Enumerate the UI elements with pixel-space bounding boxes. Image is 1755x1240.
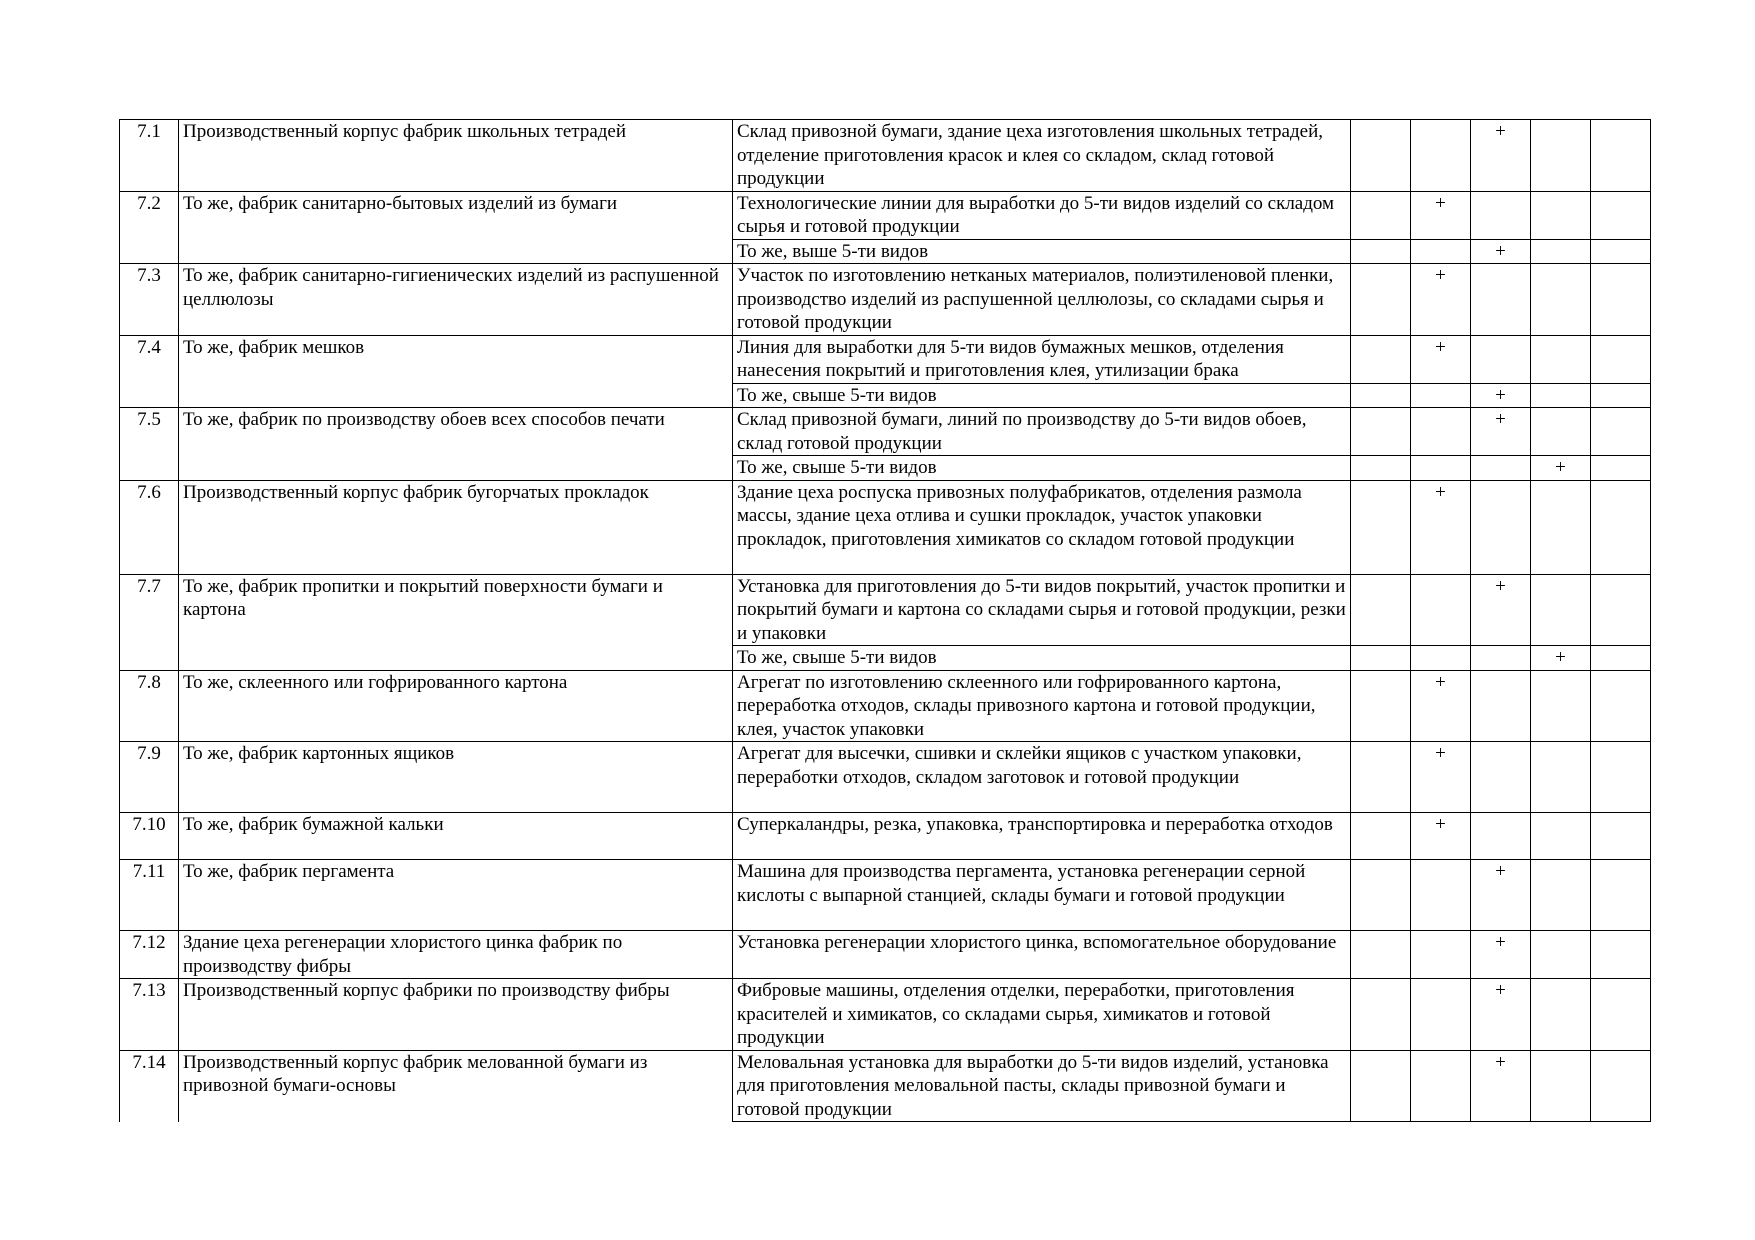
- building-name-cell: То же, склеенного или гофрированного картона: [179, 670, 733, 742]
- equipment-description-cell: Установка регенерации хлористого цинка, вспомогательное оборудование: [733, 931, 1351, 979]
- table-row: [120, 408, 1651, 456]
- row-number-cell: 7.6: [120, 480, 179, 574]
- category-mark-cell-2: +: [1411, 742, 1471, 813]
- category-mark-cell-4: [1531, 574, 1591, 646]
- category-mark-cell-5: [1591, 1050, 1651, 1122]
- category-mark-cell-5: [1591, 860, 1651, 931]
- building-name-cell: Здание цеха регенерации хлористого цинка фабрик по производству фибры: [179, 931, 733, 979]
- building-name-cell: То же, фабрик санитарно-гигиенических изделий из распушенной целлюлозы: [179, 264, 733, 336]
- category-mark-cell-5: [1591, 931, 1651, 979]
- table-row: [120, 742, 1651, 813]
- category-mark-cell-5: [1591, 670, 1651, 742]
- row-number-cell: 7.9: [120, 742, 179, 813]
- row-number-cell: 7.7: [120, 574, 179, 670]
- category-mark-cell-4: [1531, 979, 1591, 1051]
- category-mark-cell-2: [1411, 383, 1471, 408]
- category-mark-cell-2: [1411, 456, 1471, 481]
- equipment-description-cell: Меловальная установка для выработки до 5-ти видов изделий, установка для приготовления меловальной пасты, склады привозной бумаги и готовой продукции: [733, 1050, 1351, 1122]
- building-name-cell: Производственный корпус фабрики по производству фибры: [179, 979, 733, 1051]
- category-mark-cell-2: [1411, 239, 1471, 264]
- row-number-cell: 7.10: [120, 813, 179, 860]
- category-mark-cell-4: +: [1531, 456, 1591, 481]
- category-mark-cell-3: [1471, 456, 1531, 481]
- category-mark-cell-5: [1591, 979, 1651, 1051]
- category-mark-cell-2: +: [1411, 813, 1471, 860]
- category-mark-cell-2: +: [1411, 670, 1471, 742]
- category-mark-cell-2: [1411, 979, 1471, 1051]
- equipment-description-cell: Машина для производства пергамента, установка регенерации серной кислоты с выпарной станцией, склады бумаги и готовой продукции: [733, 860, 1351, 931]
- category-mark-cell-4: [1531, 408, 1591, 456]
- category-mark-cell-4: [1531, 931, 1591, 979]
- category-mark-cell-3: [1471, 742, 1531, 813]
- table-row: [120, 191, 1651, 239]
- category-mark-cell-5: [1591, 335, 1651, 383]
- table-row: [120, 670, 1651, 742]
- building-name-cell: То же, фабрик пропитки и покрытий поверхности бумаги и картона: [179, 574, 733, 670]
- category-mark-cell-1: [1351, 1050, 1411, 1122]
- building-name-cell: То же, фабрик санитарно-бытовых изделий из бумаги: [179, 191, 733, 264]
- table-row: [120, 335, 1651, 383]
- building-name-cell: Производственный корпус фабрик школьных тетрадей: [179, 120, 733, 192]
- category-mark-cell-3: +: [1471, 239, 1531, 264]
- category-mark-cell-2: +: [1411, 335, 1471, 383]
- category-mark-cell-2: [1411, 646, 1471, 671]
- category-mark-cell-5: [1591, 120, 1651, 192]
- category-mark-cell-2: +: [1411, 264, 1471, 336]
- category-mark-cell-1: [1351, 335, 1411, 383]
- category-mark-cell-2: +: [1411, 480, 1471, 574]
- category-mark-cell-3: +: [1471, 383, 1531, 408]
- row-number-cell: 7.4: [120, 335, 179, 408]
- table-row: [120, 120, 1651, 192]
- building-name-cell: То же, фабрик бумажной кальки: [179, 813, 733, 860]
- row-number-cell: 7.14: [120, 1050, 179, 1122]
- equipment-description-cell: Участок по изготовлению нетканых материалов, полиэтиленовой пленки, производство изделий из распушенной целлюлозы, со складами сырья и готовой продукции: [733, 264, 1351, 336]
- equipment-description-cell: Линия для выработки для 5-ти видов бумажных мешков, отделения нанесения покрытий и приготовления клея, утилизации брака: [733, 335, 1351, 383]
- equipment-description-cell: Суперкаландры, резка, упаковка, транспортировка и переработка отходов: [733, 813, 1351, 860]
- category-mark-cell-4: [1531, 120, 1591, 192]
- equipment-description-cell: То же, свыше 5-ти видов: [733, 456, 1351, 481]
- category-mark-cell-3: [1471, 646, 1531, 671]
- equipment-description-cell: То же, выше 5-ти видов: [733, 239, 1351, 264]
- building-name-cell: То же, фабрик картонных ящиков: [179, 742, 733, 813]
- equipment-description-cell: Фибровые машины, отделения отделки, переработки, приготовления красителей и химикатов, со складами сырья, химикатов и готовой продукции: [733, 979, 1351, 1051]
- table-row: [120, 1050, 1651, 1122]
- category-mark-cell-4: [1531, 1050, 1591, 1122]
- category-mark-cell-2: [1411, 1050, 1471, 1122]
- category-mark-cell-3: [1471, 670, 1531, 742]
- category-mark-cell-2: [1411, 574, 1471, 646]
- category-mark-cell-5: [1591, 191, 1651, 239]
- equipment-description-cell: Технологические линии для выработки до 5-ти видов изделий со складом сырья и готовой продукции: [733, 191, 1351, 239]
- building-name-cell: То же, фабрик пергамента: [179, 860, 733, 931]
- category-mark-cell-5: [1591, 383, 1651, 408]
- category-mark-cell-4: [1531, 480, 1591, 574]
- category-mark-cell-1: [1351, 931, 1411, 979]
- category-mark-cell-3: +: [1471, 860, 1531, 931]
- category-mark-cell-5: [1591, 813, 1651, 860]
- building-name-cell: Производственный корпус фабрик мелованной бумаги из привозной бумаги-основы: [179, 1050, 733, 1122]
- category-mark-cell-3: +: [1471, 1050, 1531, 1122]
- table-body: [120, 120, 1651, 1122]
- category-mark-cell-3: [1471, 191, 1531, 239]
- table-row: [120, 264, 1651, 336]
- category-mark-cell-4: [1531, 335, 1591, 383]
- building-name-cell: То же, фабрик по производству обоев всех способов печати: [179, 408, 733, 481]
- document-page: [119, 119, 1650, 1122]
- category-mark-cell-4: [1531, 860, 1591, 931]
- equipment-description-cell: Установка для приготовления до 5-ти видов покрытий, участок пропитки и покрытий бумаги и картона со складами сырья и готовой продукции, резки и упаковки: [733, 574, 1351, 646]
- category-mark-cell-2: [1411, 408, 1471, 456]
- category-mark-cell-1: [1351, 456, 1411, 481]
- row-number-cell: 7.8: [120, 670, 179, 742]
- table-row: [120, 931, 1651, 979]
- category-mark-cell-4: [1531, 264, 1591, 336]
- row-number-cell: 7.1: [120, 120, 179, 192]
- category-mark-cell-5: [1591, 480, 1651, 574]
- row-number-cell: 7.5: [120, 408, 179, 481]
- row-number-cell: 7.11: [120, 860, 179, 931]
- equipment-description-cell: То же, свыше 5-ти видов: [733, 646, 1351, 671]
- equipment-description-cell: Агрегат по изготовлению склеенного или гофрированного картона, переработка отходов, склады привозного картона и готовой продукции, клея, участок упаковки: [733, 670, 1351, 742]
- table-row: [120, 574, 1651, 646]
- building-category-table: [119, 119, 1651, 1122]
- category-mark-cell-1: [1351, 480, 1411, 574]
- category-mark-cell-3: [1471, 480, 1531, 574]
- equipment-description-cell: Склад привозной бумаги, здание цеха изготовления школьных тетрадей, отделение приготовления красок и клея со складом, склад готовой продукции: [733, 120, 1351, 192]
- category-mark-cell-1: [1351, 646, 1411, 671]
- equipment-description-cell: Здание цеха роспуска привозных полуфабрикатов, отделения размола массы, здание цеха отлива и сушки прокладок, участок упаковки прокладок, приготовления химикатов со складом готовой продукции: [733, 480, 1351, 574]
- equipment-description-cell: Склад привозной бумаги, линий по производству до 5-ти видов обоев, склад готовой продукции: [733, 408, 1351, 456]
- building-name-cell: Производственный корпус фабрик бугорчатых прокладок: [179, 480, 733, 574]
- table-row: [120, 813, 1651, 860]
- category-mark-cell-3: +: [1471, 574, 1531, 646]
- equipment-description-cell: То же, свыше 5-ти видов: [733, 383, 1351, 408]
- category-mark-cell-5: [1591, 574, 1651, 646]
- category-mark-cell-5: [1591, 742, 1651, 813]
- category-mark-cell-3: +: [1471, 408, 1531, 456]
- category-mark-cell-3: [1471, 335, 1531, 383]
- category-mark-cell-3: [1471, 813, 1531, 860]
- category-mark-cell-2: [1411, 860, 1471, 931]
- table-row: [120, 979, 1651, 1051]
- category-mark-cell-1: [1351, 742, 1411, 813]
- category-mark-cell-5: [1591, 456, 1651, 481]
- table-row: [120, 860, 1651, 931]
- category-mark-cell-4: +: [1531, 646, 1591, 671]
- category-mark-cell-4: [1531, 383, 1591, 408]
- table-row: [120, 480, 1651, 574]
- row-number-cell: 7.13: [120, 979, 179, 1051]
- category-mark-cell-1: [1351, 191, 1411, 239]
- category-mark-cell-4: [1531, 813, 1591, 860]
- category-mark-cell-2: [1411, 931, 1471, 979]
- category-mark-cell-3: +: [1471, 120, 1531, 192]
- category-mark-cell-1: [1351, 239, 1411, 264]
- category-mark-cell-5: [1591, 646, 1651, 671]
- category-mark-cell-5: [1591, 408, 1651, 456]
- category-mark-cell-1: [1351, 860, 1411, 931]
- category-mark-cell-1: [1351, 813, 1411, 860]
- category-mark-cell-1: [1351, 383, 1411, 408]
- category-mark-cell-4: [1531, 670, 1591, 742]
- equipment-description-cell: Агрегат для высечки, сшивки и склейки ящиков с участком упаковки, переработки отходов, складом заготовок и готовой продукции: [733, 742, 1351, 813]
- category-mark-cell-2: +: [1411, 191, 1471, 239]
- row-number-cell: 7.3: [120, 264, 179, 336]
- category-mark-cell-1: [1351, 574, 1411, 646]
- category-mark-cell-3: +: [1471, 979, 1531, 1051]
- category-mark-cell-4: [1531, 239, 1591, 264]
- category-mark-cell-1: [1351, 120, 1411, 192]
- category-mark-cell-2: [1411, 120, 1471, 192]
- row-number-cell: 7.2: [120, 191, 179, 264]
- category-mark-cell-1: [1351, 408, 1411, 456]
- category-mark-cell-4: [1531, 191, 1591, 239]
- category-mark-cell-1: [1351, 979, 1411, 1051]
- category-mark-cell-3: +: [1471, 931, 1531, 979]
- category-mark-cell-1: [1351, 264, 1411, 336]
- category-mark-cell-4: [1531, 742, 1591, 813]
- category-mark-cell-5: [1591, 264, 1651, 336]
- building-name-cell: То же, фабрик мешков: [179, 335, 733, 408]
- category-mark-cell-5: [1591, 239, 1651, 264]
- row-number-cell: 7.12: [120, 931, 179, 979]
- category-mark-cell-3: [1471, 264, 1531, 336]
- category-mark-cell-1: [1351, 670, 1411, 742]
